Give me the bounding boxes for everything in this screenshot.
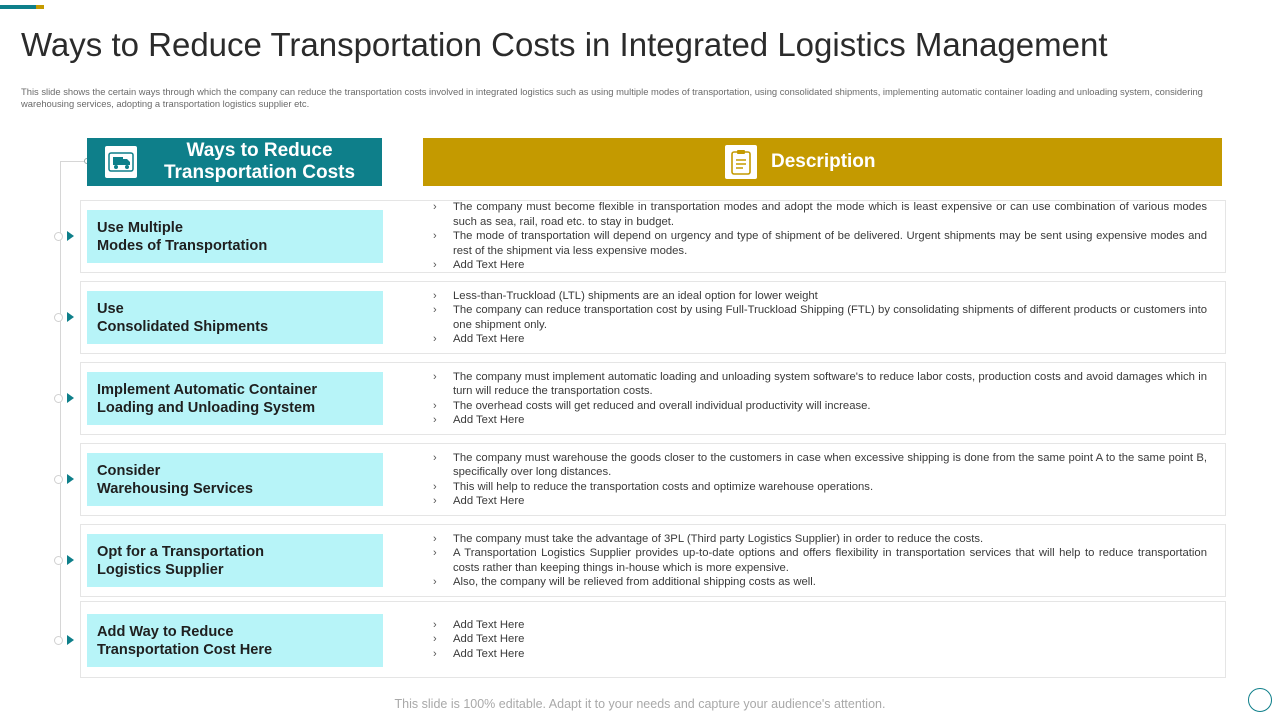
description-bullet	[431, 451, 1207, 480]
description-bullet	[431, 399, 1207, 413]
chevron-right-icon: ›	[433, 332, 437, 345]
chevron-right-icon: ›	[433, 230, 437, 243]
description-header-label: Description	[771, 151, 876, 172]
way-label	[87, 614, 383, 667]
timeline-connector	[60, 161, 87, 162]
top-accent-teal	[0, 5, 36, 9]
chevron-right-icon: ›	[433, 547, 437, 560]
description-text: The company can reduce transportation cost by using Full-Truckload Shipping (FTL) by consolidating shipments of different products or customers into one shipment only.	[453, 304, 1207, 331]
chevron-right-icon: ›	[433, 618, 437, 631]
description-bullet	[431, 647, 1207, 661]
description-text: The overhead costs will get reduced and overall individual productivity will increase.	[453, 399, 871, 412]
description-bullet	[431, 480, 1207, 494]
description-bullet	[431, 494, 1207, 508]
row-arrow-icon	[67, 635, 74, 645]
way-label	[87, 372, 383, 425]
way-row	[80, 601, 1226, 678]
page-subtitle: This slide shows the certain ways through which the company can reduce the transportation costs involved in integrated logistics such as using multiple modes of transportation, using consolidated shipments, implementing automatic container loading and unloading system, considering warehousing services, adopting a transportation logistics supplier etc.	[21, 86, 1203, 109]
way-label-text: Use Multiple Modes of Transportation	[97, 219, 268, 254]
description-bullet	[431, 289, 1207, 303]
description-bullet	[431, 632, 1207, 646]
chevron-right-icon: ›	[433, 370, 437, 383]
description-list	[431, 602, 1207, 677]
chevron-right-icon: ›	[433, 413, 437, 426]
description-bullet	[431, 413, 1207, 427]
way-label	[87, 210, 383, 263]
description-list	[431, 444, 1207, 515]
chevron-right-icon: ›	[433, 451, 437, 464]
description-bullet	[431, 575, 1207, 589]
description-text: Add Text Here	[453, 618, 525, 631]
timeline-dot	[54, 475, 63, 484]
description-text: The company must implement automatic loading and unloading system software's to reduce labor costs, production costs and avoid damages which in turn will reduce the transportation costs.	[453, 370, 1207, 398]
timeline-dot	[54, 232, 63, 241]
truck-icon	[105, 146, 137, 178]
description-text: The company must become flexible in transportation modes and adopt the mode which is least expensive or can use combination of various modes such as sea, rail, road etc. to stay in budget.	[453, 201, 1207, 228]
chevron-right-icon: ›	[433, 399, 437, 412]
description-bullet	[431, 229, 1207, 258]
row-arrow-icon	[67, 312, 74, 322]
top-accent-bar	[0, 5, 44, 9]
description-text: The company must take the advantage of 3PL (Third party Logistics Supplier) in order to reduce the costs.	[453, 532, 984, 545]
ways-header	[87, 138, 382, 186]
description-bullet	[431, 258, 1207, 272]
chevron-right-icon: ›	[433, 633, 437, 646]
description-text: The company must warehouse the goods closer to the customers in case when excessive shipping is done from the same point A to the same point B, specifically over long distances.	[453, 451, 1207, 479]
description-list	[431, 525, 1207, 596]
way-row	[80, 281, 1226, 354]
description-list	[431, 282, 1207, 353]
chevron-right-icon: ›	[433, 259, 437, 272]
description-bullet	[431, 532, 1207, 546]
top-accent-gold	[36, 5, 44, 9]
corner-circle-icon	[1248, 688, 1272, 712]
chevron-right-icon: ›	[433, 480, 437, 493]
timeline-dot	[54, 556, 63, 565]
way-label-text: Opt for a Transportation Logistics Supplier	[97, 543, 265, 578]
way-row	[80, 443, 1226, 516]
ways-header-label: Ways to Reduce Transportation Costs	[163, 140, 356, 183]
way-label	[87, 453, 383, 506]
timeline-dot	[54, 636, 63, 645]
row-arrow-icon	[67, 231, 74, 241]
description-text: Add Text Here	[453, 633, 525, 646]
description-list	[431, 363, 1207, 434]
way-label-text: Consider Warehousing Services	[97, 462, 253, 497]
page-title: Ways to Reduce Transportation Costs in Integrated Logistics Management	[21, 26, 1108, 63]
description-text: The mode of transportation will depend on urgency and type of shipment of be delivered. Urgent shipments may be sent using expensive modes and rest of the shipment via less expensive modes.	[453, 230, 1207, 257]
chevron-right-icon: ›	[433, 575, 437, 588]
chevron-right-icon: ›	[433, 647, 437, 660]
row-arrow-icon	[67, 555, 74, 565]
description-text: A Transportation Logistics Supplier provides up-to-date options and offers flexibility in transportation services that will help to reduce transportation costs rather than keeping things in-house which is more expensive.	[453, 547, 1207, 574]
timeline-dot	[54, 313, 63, 322]
description-text: Add Text Here	[453, 413, 525, 426]
way-label-text: Add Way to Reduce Transportation Cost Here	[97, 623, 273, 658]
description-text: Add Text Here	[453, 647, 525, 660]
description-text: Add Text Here	[453, 332, 525, 345]
way-label-text: Use Consolidated Shipments	[97, 300, 269, 335]
description-bullet	[431, 618, 1207, 632]
way-row	[80, 524, 1226, 597]
chevron-right-icon: ›	[433, 201, 437, 214]
clipboard-icon	[725, 145, 757, 179]
timeline-dot	[54, 394, 63, 403]
description-text: Add Text Here	[453, 259, 525, 272]
way-label	[87, 534, 383, 587]
row-arrow-icon	[67, 393, 74, 403]
chevron-right-icon: ›	[433, 304, 437, 317]
description-bullet	[431, 332, 1207, 346]
description-text: Less-than-Truckload (LTL) shipments are an ideal option for lower weight	[453, 289, 818, 302]
description-text: Also, the company will be relieved from additional shipping costs as well.	[453, 575, 816, 588]
chevron-right-icon: ›	[433, 532, 437, 545]
description-bullet	[431, 370, 1207, 399]
way-row	[80, 200, 1226, 273]
way-label	[87, 291, 383, 344]
row-arrow-icon	[67, 474, 74, 484]
description-bullet	[431, 303, 1207, 332]
description-bullet	[431, 200, 1207, 229]
chevron-right-icon: ›	[433, 494, 437, 507]
description-header	[423, 138, 1222, 186]
description-bullet	[431, 546, 1207, 575]
description-text: Add Text Here	[453, 494, 525, 507]
way-label-text: Implement Automatic Container Loading and Unloading System	[97, 381, 318, 416]
way-row	[80, 362, 1226, 435]
footer-note: This slide is 100% editable. Adapt it to your needs and capture your audience's attention.	[394, 697, 886, 711]
description-list	[431, 201, 1207, 272]
description-text: This will help to reduce the transportation costs and optimize warehouse operations.	[453, 480, 874, 493]
chevron-right-icon: ›	[433, 289, 437, 302]
